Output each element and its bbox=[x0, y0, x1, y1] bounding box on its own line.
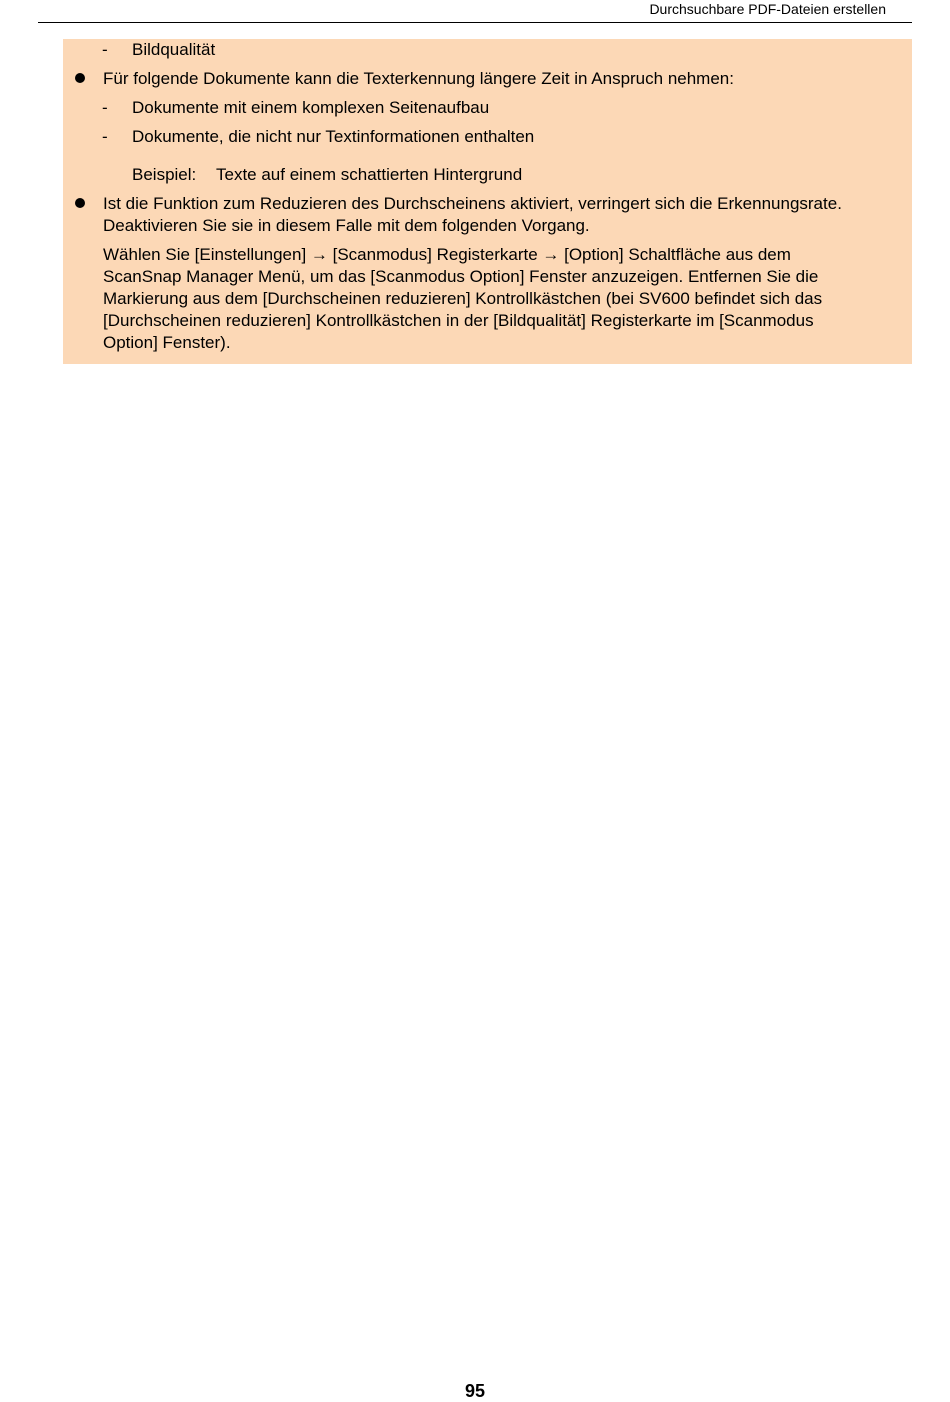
instruction-line: Markierung aus dem [Durchscheinen reduzieren] Kontrollkästchen (bei SV600 befindet sich das bbox=[103, 289, 823, 308]
header-divider bbox=[38, 22, 912, 23]
header-title: Durchsuchbare PDF-Dateien erstellen bbox=[649, 1, 886, 17]
bullet-text-line: Ist die Funktion zum Reduzieren des Durchscheinens aktiviert, verringert sich die Erkennungsrate. bbox=[103, 194, 842, 213]
instruction-line: [Durchscheinen reduzieren] Kontrollkästchen in der [Bildqualität] Registerkarte im [Scanmodus bbox=[103, 311, 814, 330]
list-dash-marker: - bbox=[102, 127, 108, 146]
list-item-text: Dokumente mit einem komplexen Seitenaufbau bbox=[132, 98, 490, 117]
list-item-text: Bildqualität bbox=[132, 40, 216, 59]
example-text: Texte auf einem schattierten Hintergrund bbox=[216, 165, 523, 184]
instruction-line: Wählen Sie [Einstellungen] → [Scanmodus] Registerkarte → [Option] Schaltfläche aus dem bbox=[103, 245, 791, 264]
bullet-icon bbox=[75, 198, 85, 208]
list-dash-marker: - bbox=[102, 40, 108, 59]
bullet-text: Für folgende Dokumente kann die Texterkennung längere Zeit in Anspruch nehmen: bbox=[103, 69, 734, 88]
instruction-line: ScanSnap Manager Menü, um das [Scanmodus Option] Fenster anzuzeigen. Entfernen Sie die bbox=[103, 267, 819, 286]
bullet-text-line: Deaktivieren Sie sie in diesem Falle mit dem folgenden Vorgang. bbox=[103, 216, 590, 235]
list-dash-marker: - bbox=[102, 98, 108, 117]
page-number: 95 bbox=[464, 1381, 486, 1401]
list-item-text: Dokumente, die nicht nur Textinformationen enthalten bbox=[132, 127, 535, 146]
bullet-icon bbox=[75, 73, 85, 83]
instruction-line: Option] Fenster). bbox=[103, 333, 231, 352]
example-label: Beispiel: bbox=[132, 165, 197, 184]
